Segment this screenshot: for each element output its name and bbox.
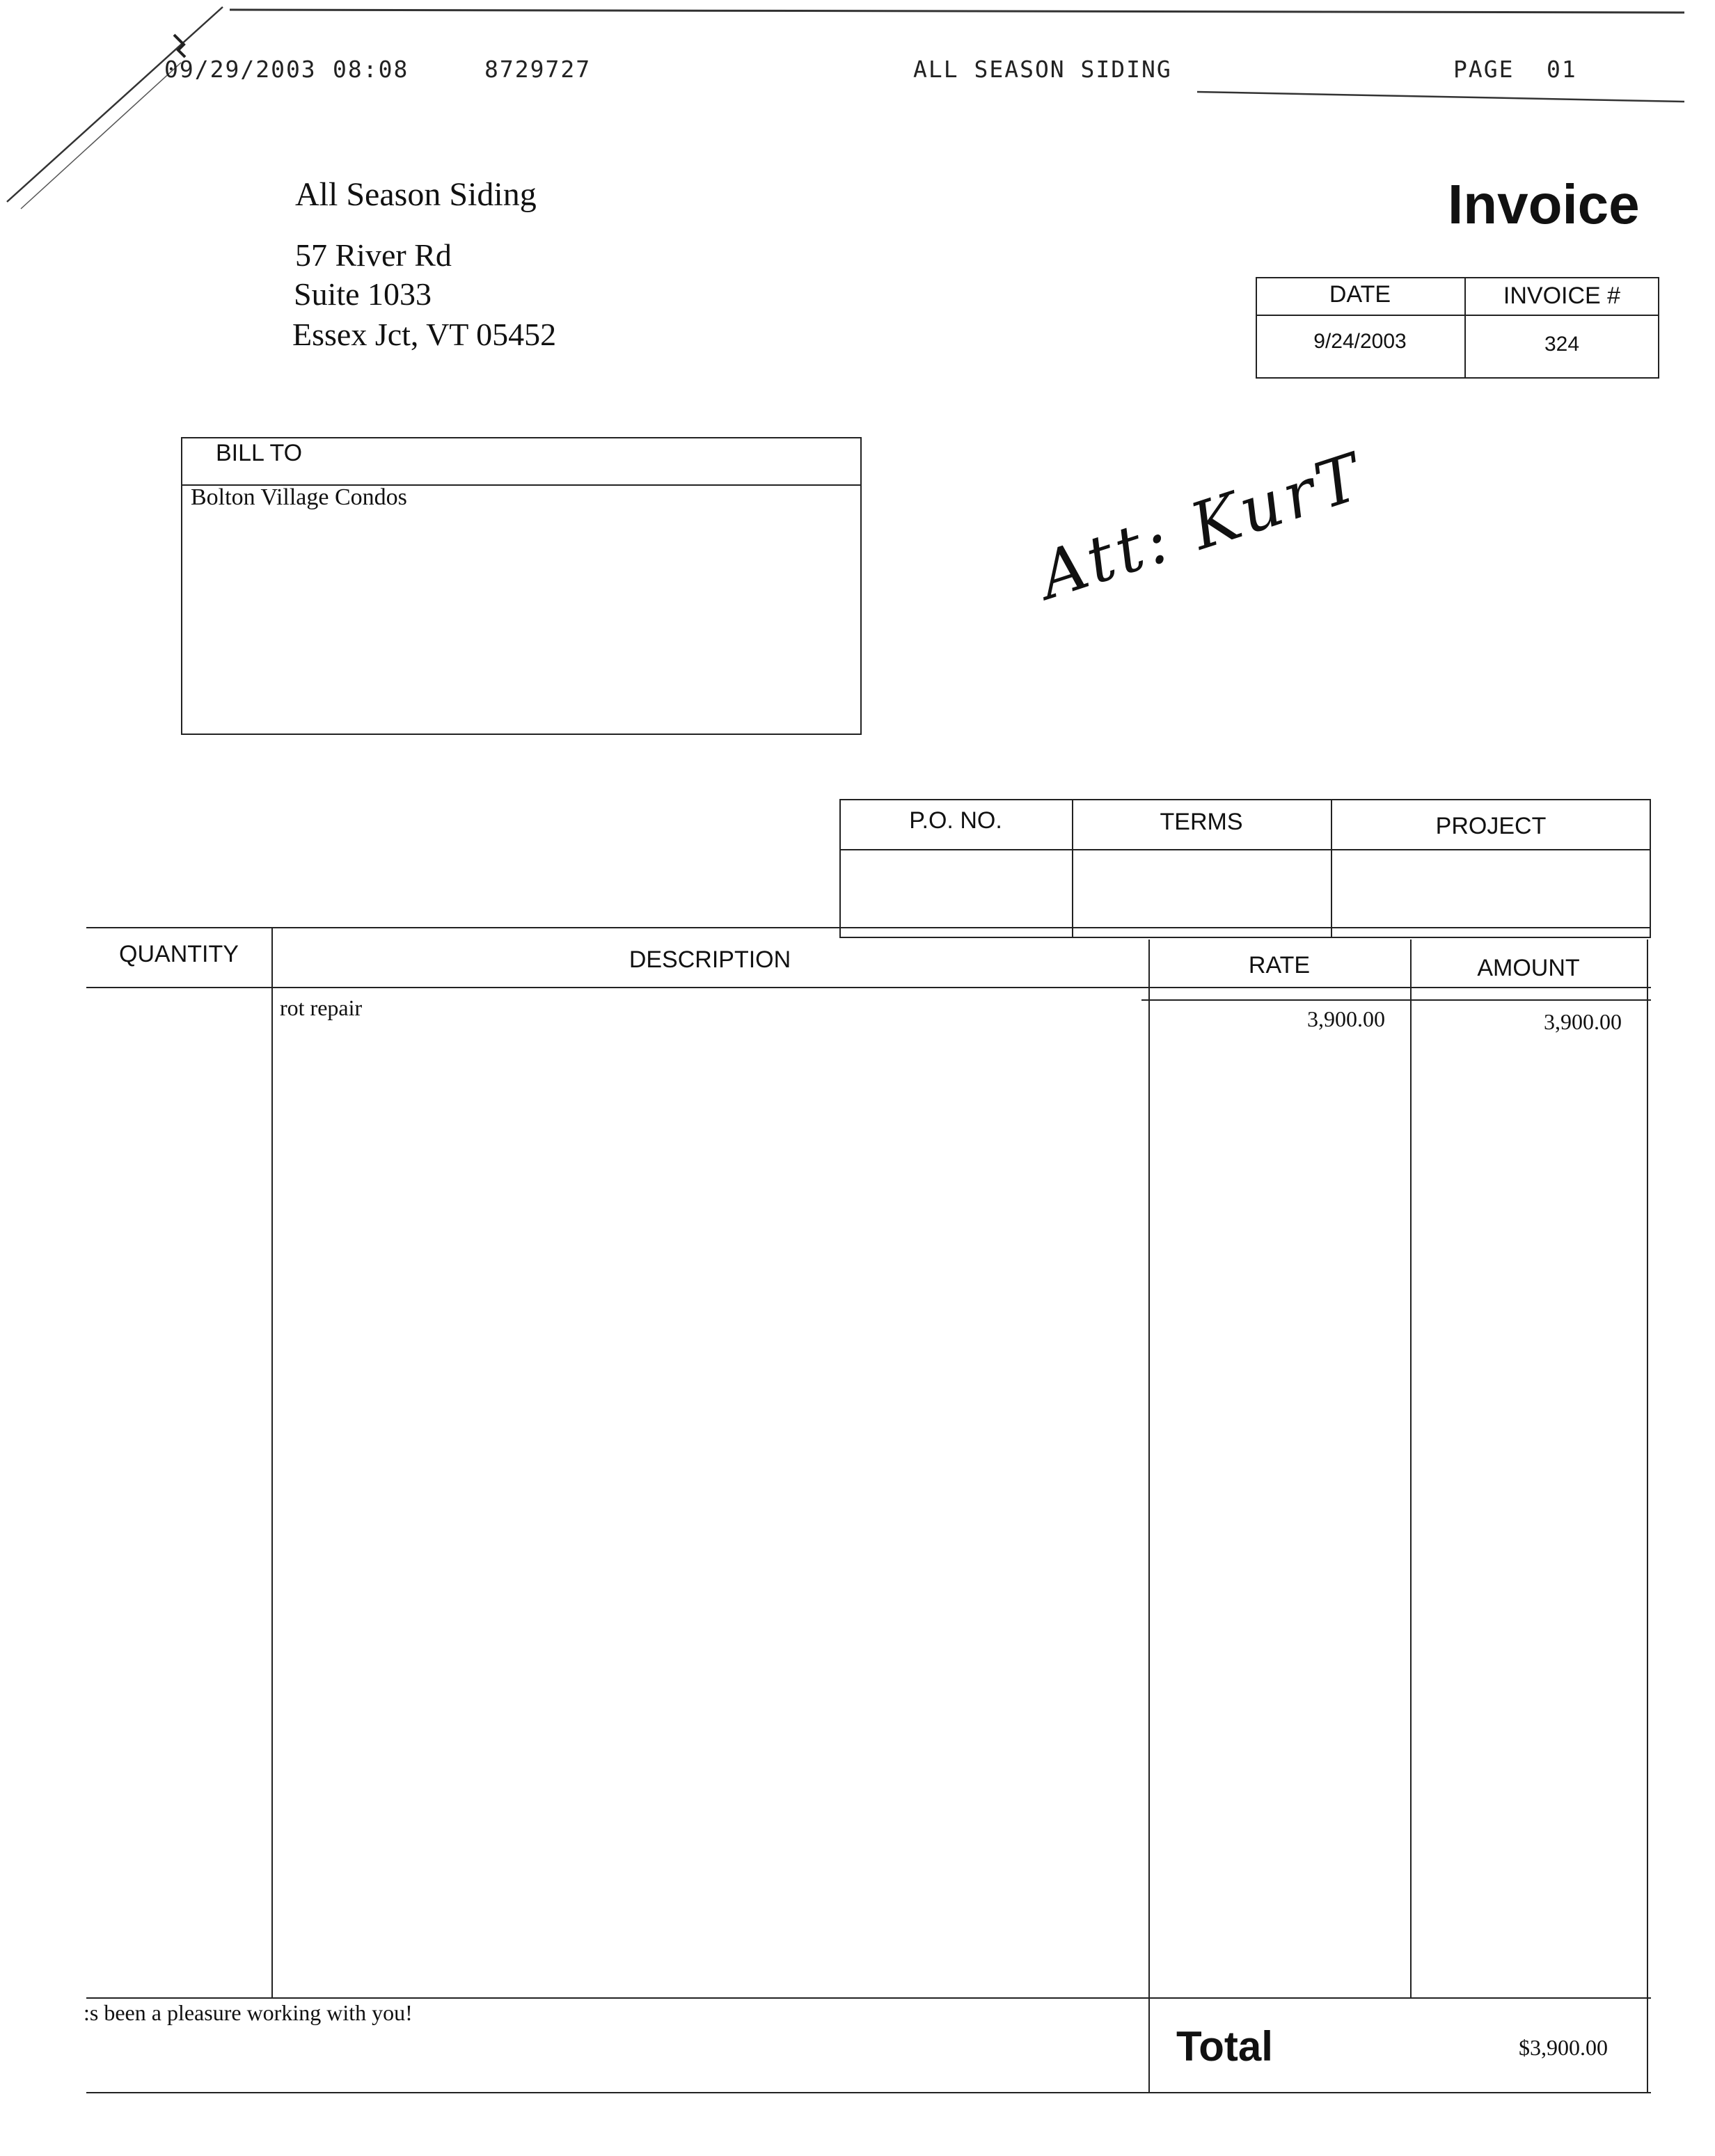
thank-you-message: :s been a pleasure working with you! [84,2000,413,2025]
item-description: rot repair [280,995,363,1020]
amount-header: AMOUNT [1477,955,1580,981]
fax-page-label: PAGE [1453,56,1515,83]
company-address-line3: Essex Jct, VT 05452 [292,317,557,352]
quantity-header: QUANTITY [119,941,239,967]
item-rate: 3,900.00 [1307,1006,1385,1031]
bill-to-label: BILL TO [216,440,303,466]
item-amount: 3,900.00 [1544,1009,1622,1034]
total-value: $3,900.00 [1519,2035,1608,2060]
fax-page-number: 01 [1547,56,1577,83]
fax-time: 08:08 [333,56,409,83]
fax-date: 09/29/2003 [164,56,317,83]
company-name: All Season Siding [295,176,537,213]
document-title: Invoice [1448,173,1640,235]
fax-sender: ALL SEASON SIDING [913,56,1172,83]
company-address-line2: Suite 1033 [294,276,432,312]
rate-header: RATE [1248,952,1311,978]
company-address-line1: 57 River Rd [295,237,452,273]
po-number-label: P.O. NO. [909,807,1002,834]
bill-to-name: Bolton Village Condos [191,484,407,510]
description-header: DESCRIPTION [629,946,791,973]
project-label: PROJECT [1435,813,1547,839]
handwritten-note: Att: KurT [1030,438,1374,614]
invoice-number: 324 [1544,333,1580,356]
date-label: DATE [1329,281,1391,308]
terms-label: TERMS [1160,809,1243,835]
invoice-date: 9/24/2003 [1313,330,1407,353]
fax-number: 8729727 [484,56,592,83]
bill-to-box [181,437,862,735]
items-table [86,927,1651,2096]
invoice-number-label: INVOICE # [1503,283,1621,309]
total-label: Total [1176,2023,1273,2070]
